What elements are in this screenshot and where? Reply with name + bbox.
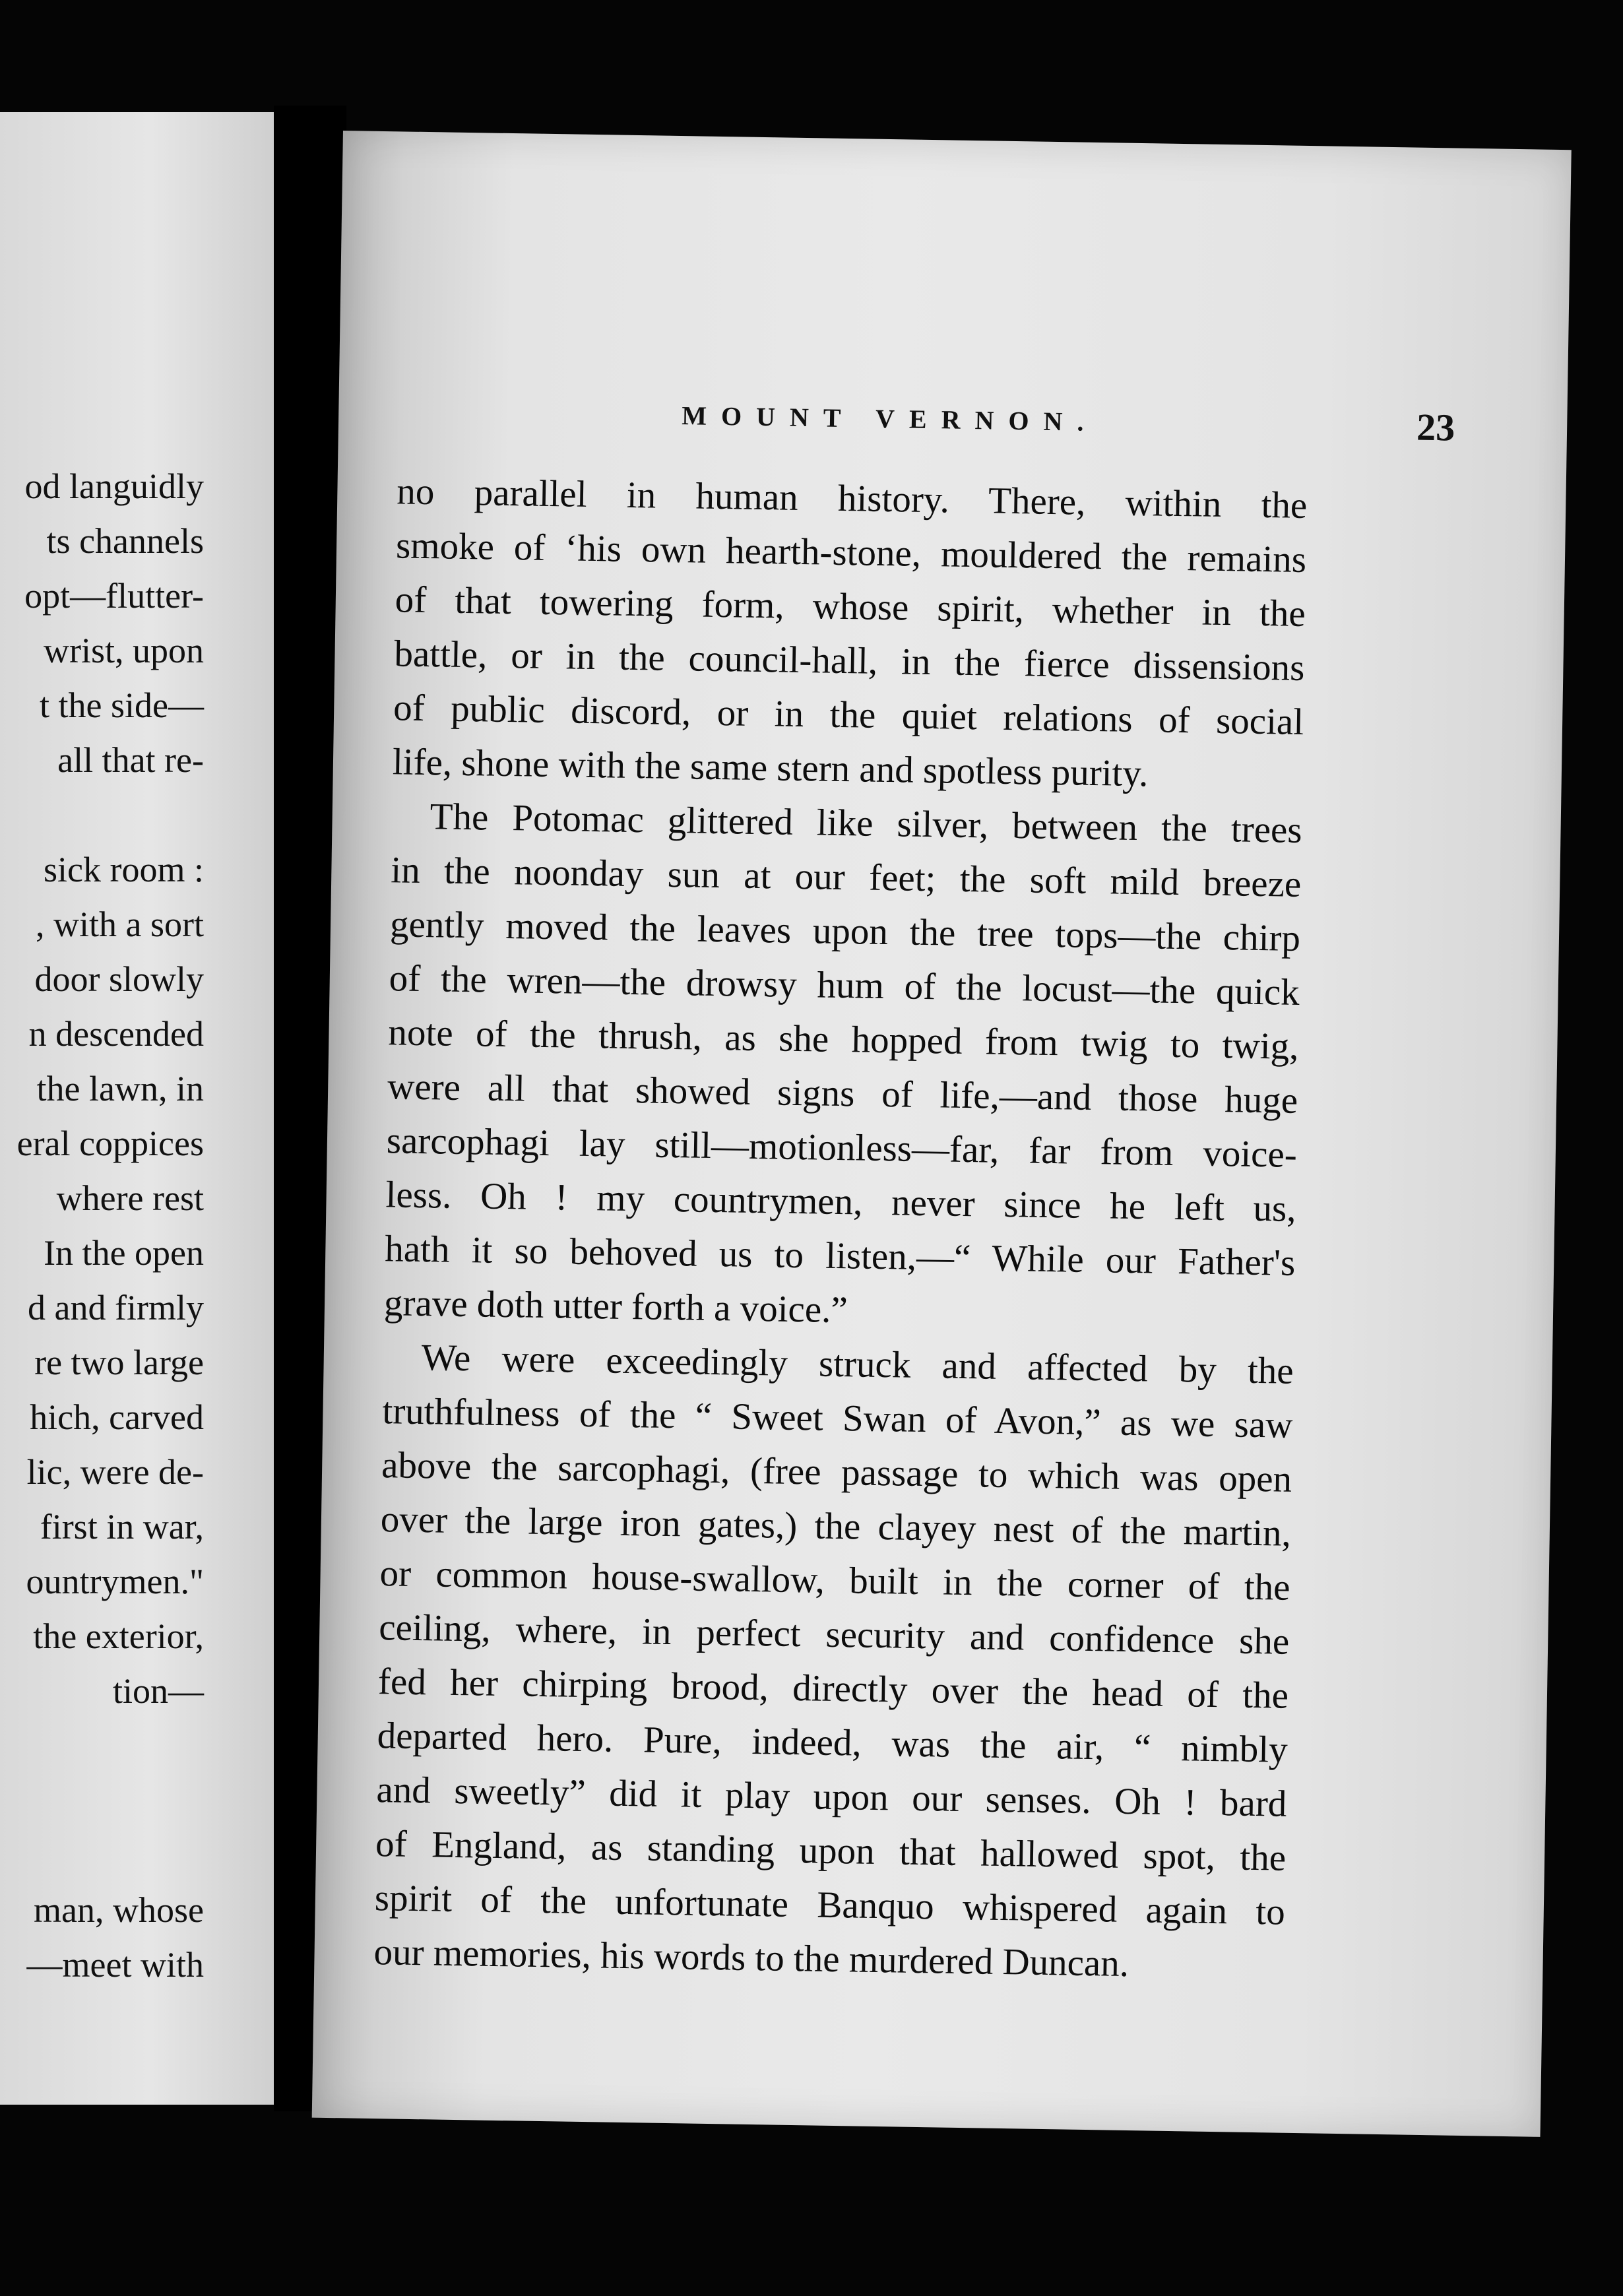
text-line: The Potomac glittered like silver, between the trees (430, 796, 1303, 851)
left-page-line: first in war, (40, 1507, 204, 1547)
text-line: of England, as standing upon that hallowed spot, the (375, 1823, 1287, 1879)
left-page-line: —meet with (26, 1945, 204, 1985)
text-line: of public discord, or in the quiet relations of social (393, 687, 1304, 743)
left-page-line: the lawn, in (36, 1069, 204, 1108)
text-line: above the sarcophagi, (free passage to which was open (381, 1444, 1292, 1500)
left-page-line: hich, carved (30, 1397, 204, 1437)
left-page-line: , with a sort (36, 905, 204, 944)
text-line: truthfulness of the “ Sweet Swan of Avon,” as we saw (382, 1390, 1293, 1446)
left-page-line: lic, were de- (26, 1452, 204, 1492)
left-page-line: sick room : (44, 850, 204, 889)
left-page-line: the exterior, (33, 1616, 204, 1656)
page-header (338, 388, 1568, 453)
left-page-line: ts channels (46, 521, 204, 561)
text-line: of the wren—the drowsy hum of the locust—the quick (389, 957, 1300, 1013)
left-page-line: od languidly (24, 466, 204, 506)
text-line: We were exceedingly struck and affected by the (421, 1337, 1294, 1392)
running-title: MOUNT VERNON. (681, 400, 1098, 437)
text-line: life, shone with the same stern and spotless purity. (392, 741, 1149, 795)
left-page-line: all that re- (57, 740, 204, 780)
text-line: ceiling, where, in perfect security and confidence she (378, 1607, 1290, 1663)
right-page (312, 131, 1572, 2137)
left-page-line: ountrymen." (26, 1562, 204, 1601)
text-line: gently moved the leaves upon the tree tops—the chirp (389, 903, 1301, 959)
left-page-line: t the side— (40, 686, 204, 725)
left-page-line: d and firmly (28, 1288, 204, 1327)
page-number: 23 (1416, 405, 1455, 449)
body-text (373, 464, 1308, 1993)
left-page-line: tion— (112, 1671, 204, 1711)
text-line: spirit of the unfortunate Banquo whispered again to (374, 1877, 1286, 1933)
left-page-line: wrist, upon (44, 631, 204, 670)
text-line: in the noonday sun at our feet; the soft mild breeze (390, 849, 1302, 905)
left-page-line: eral coppices (16, 1124, 204, 1163)
left-page-line: door slowly (34, 959, 204, 999)
text-line: note of the thrush, as she hopped from twig to twig, (388, 1011, 1299, 1068)
left-page-line: man, whose (34, 1890, 204, 1930)
text-line: of that towering form, whose spirit, whether in the (395, 579, 1306, 635)
text-line: departed hero. Pure, indeed, was the air, “ nimbly (377, 1715, 1289, 1771)
text-line: no parallel in human history. There, within the (396, 470, 1308, 527)
left-page-line: In the open (44, 1233, 204, 1273)
text-line: over the large iron gates,) the clayey nest of the martin, (380, 1498, 1292, 1554)
text-line: less. Oh ! my countrymen, never since he left us, (385, 1174, 1297, 1230)
left-page-line: opt—flutter- (24, 576, 204, 616)
text-line: smoke of ‘his own hearth-stone, mouldered the remains (395, 525, 1307, 581)
text-line: fed her chirping brood, directly over the head of the (377, 1661, 1289, 1717)
left-page-line: where rest (56, 1178, 204, 1218)
text-line: hath it so behoved us to listen,—“ While our Father's (384, 1228, 1296, 1284)
left-page (0, 112, 274, 2105)
text-line: or common house-swallow, built in the corner of the (379, 1552, 1290, 1609)
text-line: battle, or in the council-hall, in the fierce dissensions (394, 633, 1305, 689)
left-page-line: n descended (28, 1014, 204, 1054)
text-line: grave doth utter forth a voice.” (383, 1282, 848, 1331)
left-page-line: re two large (34, 1343, 204, 1382)
text-line: sarcophagi lay still—motionless—far, far from voice- (386, 1120, 1298, 1176)
text-line: and sweetly” did it play upon our senses. Oh ! bard (376, 1769, 1287, 1825)
text-line: were all that showed signs of life,—and those huge (387, 1066, 1298, 1122)
text-line: our memories, his words to the murdered Duncan. (373, 1931, 1130, 1985)
